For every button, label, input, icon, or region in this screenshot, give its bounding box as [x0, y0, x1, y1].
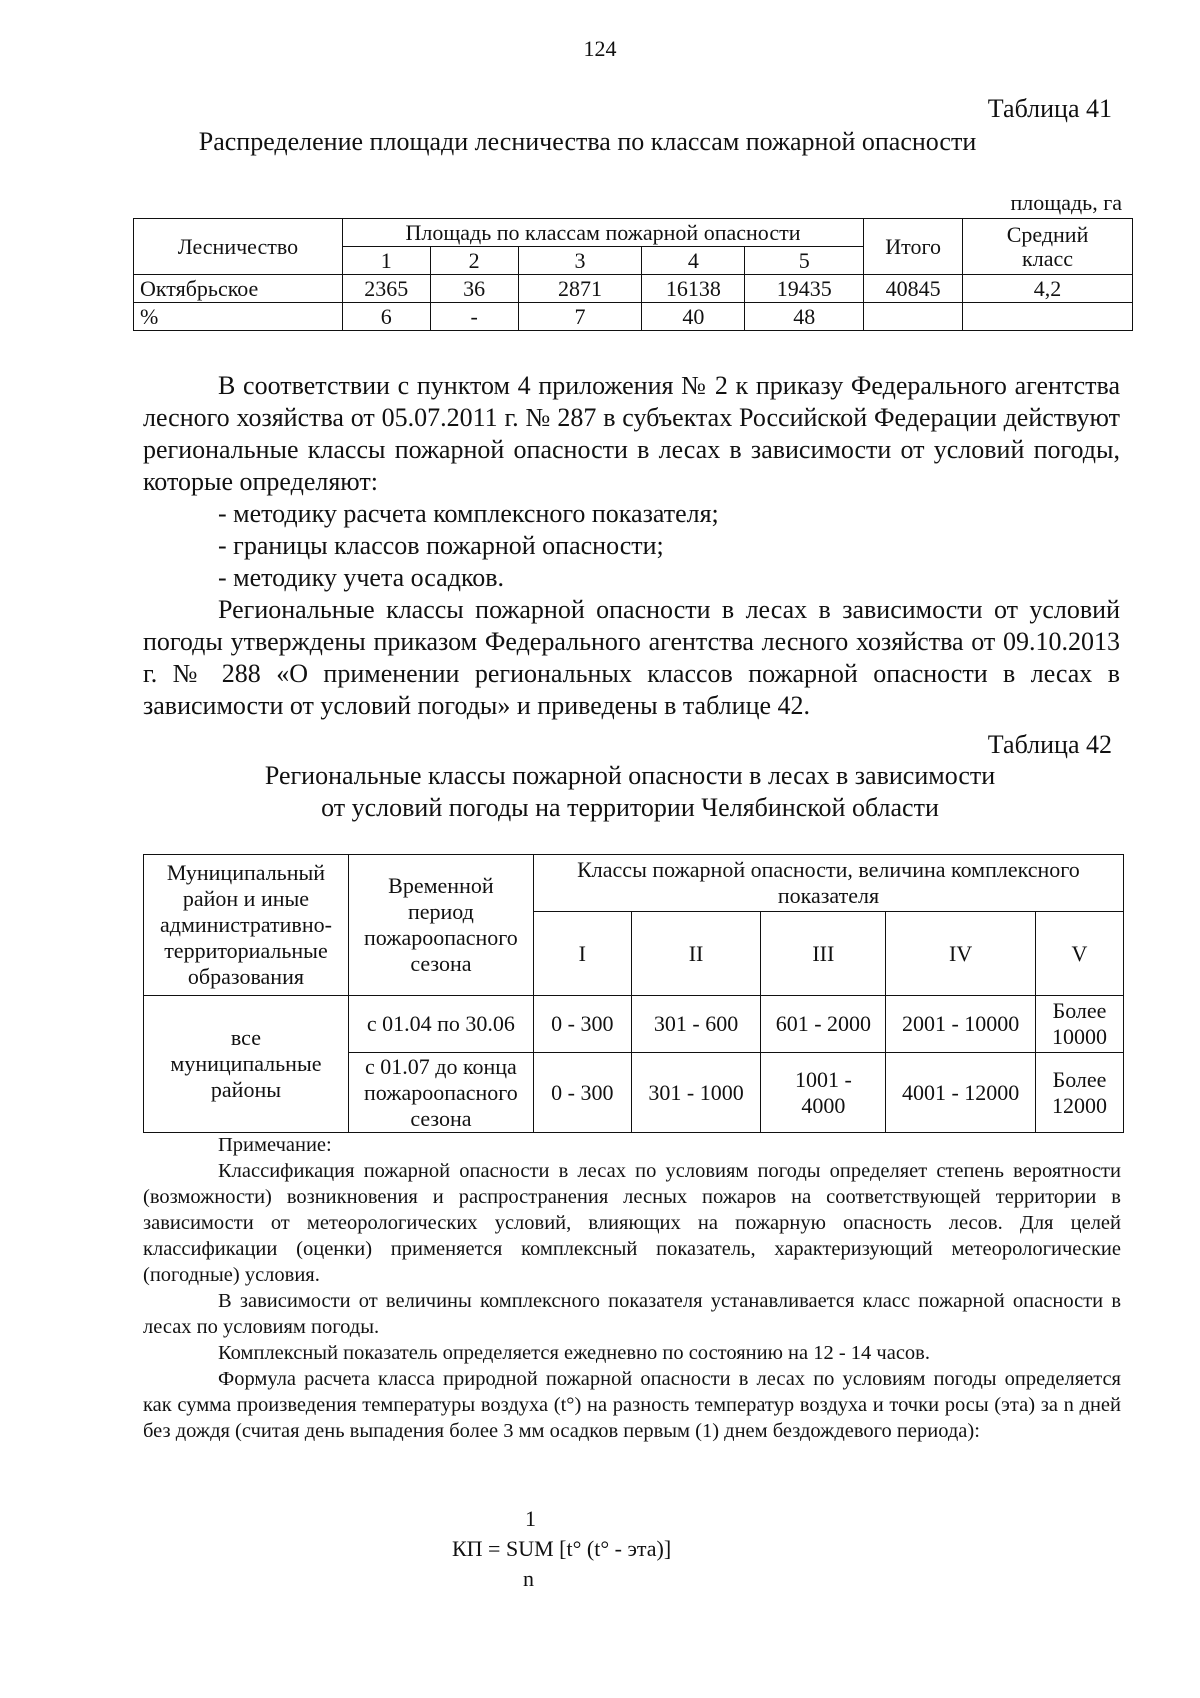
table42-title-line1: Региональные классы пожарной опасности в лесах в зависимости	[264, 761, 996, 790]
note-block	[143, 1132, 1121, 1444]
cell-value: 0 - 300	[533, 996, 631, 1053]
cell-value: 6	[342, 303, 430, 331]
header-classes-title: Классы пожарной опасности, величина комплексного показателя	[533, 855, 1123, 912]
cell-value: 2871	[518, 275, 642, 303]
header-area-by-classes: Площадь по классам пожарной опасности	[342, 219, 863, 247]
header-total: Итого	[864, 219, 963, 275]
cell-period: с 01.04 по 30.06	[348, 996, 533, 1053]
cell-value: Более 12000	[1036, 1053, 1124, 1133]
table-row	[144, 996, 1124, 1053]
table42-label: Таблица 42	[987, 730, 1112, 759]
table-row	[134, 275, 1133, 303]
note-title: Примечание:	[218, 1134, 332, 1156]
cell-value: 48	[745, 303, 864, 331]
list-item: - методику расчета комплексного показателя;	[218, 499, 719, 528]
note-paragraph: Формула расчета класса природной пожарной опасности в лесах по условиям погоды определяется как сумма произведения температуры воздуха (t°) на разность температур воздуха и точки росы (эта) за n дней без дождя (считая день выпадения более 3 мм осадков первым (1) днем бездождевого периода):	[143, 1368, 1121, 1442]
cell-value: 2365	[342, 275, 430, 303]
list-item: - методику учета осадков.	[218, 563, 505, 592]
cell-district: все муниципальные районы	[144, 996, 349, 1133]
table41	[133, 218, 1133, 331]
cell-value: 301 - 1000	[631, 1053, 761, 1133]
cell-value: 36	[430, 275, 518, 303]
cell-value: -	[430, 303, 518, 331]
header-class-2: 2	[430, 247, 518, 275]
header-class-4: 4	[642, 247, 745, 275]
cell-value: 301 - 600	[631, 996, 761, 1053]
main-text	[143, 370, 1120, 722]
cell-value: 19435	[745, 275, 864, 303]
header-class-1: 1	[342, 247, 430, 275]
page-number: 124	[583, 36, 617, 61]
note-paragraph: Классификация пожарной опасности в лесах по условиям погоды определяет степень вероятности (возможности) возникновения и распространения лесных пожаров на соответствующей территории в зависимости от метеорологических условий, влияющих на пожарную опасность лесов. Для целей классификации (оценки) применяется комплексный показатель, характеризующий метеорологические (погодные) условия.	[143, 1160, 1121, 1286]
header-class-II: II	[631, 912, 761, 996]
list-item: - границы классов пожарной опасности;	[218, 531, 664, 560]
table42	[143, 854, 1124, 1133]
paragraph-1: В соответствии с пунктом 4 приложения № 2 к приказу Федерального агентства лесного хозяйства от 05.07.2011 г. № 287 в субъектах Российской Федерации действуют региональные классы пожарной опасности в лесах в зависимости от условий погоды, которые определяют:	[143, 371, 1120, 496]
header-municipal: Муниципальный район и иные административно-территориальные образования	[144, 855, 349, 996]
cell-value: 4001 - 12000	[886, 1053, 1036, 1133]
table41-title: Распределение площади лесничества по классам пожарной опасности	[198, 127, 977, 156]
cell-avg-class: 4,2	[963, 275, 1133, 303]
cell-period: с 01.07 до конца пожароопасного сезона	[348, 1053, 533, 1133]
cell-value: 1001 - 4000	[761, 1053, 886, 1133]
header-class-5: 5	[745, 247, 864, 275]
cell-forestry: Октябрьское	[134, 275, 343, 303]
cell-forestry: %	[134, 303, 343, 331]
note-paragraph: Комплексный показатель определяется ежедневно по состоянию на 12 - 14 часов.	[218, 1342, 930, 1364]
header-class-I: I	[533, 912, 631, 996]
table-row	[134, 303, 1133, 331]
formula-denominator: n	[523, 1566, 534, 1591]
header-class-3: 3	[518, 247, 642, 275]
formula-numerator: 1	[525, 1506, 536, 1531]
table41-label: Таблица 41	[987, 94, 1112, 123]
cell-avg-class	[963, 303, 1133, 331]
note-paragraph: В зависимости от величины комплексного показателя устанавливается класс пожарной опасности в лесах по условиям погоды.	[143, 1290, 1121, 1338]
cell-value: 601 - 2000	[761, 996, 886, 1053]
table41-unit: площадь, га	[1010, 190, 1122, 215]
header-avg-class: Средний класс	[963, 219, 1133, 275]
cell-value: 0 - 300	[533, 1053, 631, 1133]
header-class-V: V	[1036, 912, 1124, 996]
table42-title-line2: от условий погоды на территории Челябинской области	[321, 793, 939, 822]
cell-value: 16138	[642, 275, 745, 303]
cell-total: 40845	[864, 275, 963, 303]
cell-value: 40	[642, 303, 745, 331]
header-period: Временной период пожароопасного сезона	[348, 855, 533, 996]
paragraph-2: Региональные классы пожарной опасности в лесах в зависимости от условий погоды утверждены приказом Федерального агентства лесного хозяйства от 09.10.2013 г. № 288 «О применении региональных классов пожарной опасности в лесах в зависимости от условий погоды» и приведены в таблице 42.	[143, 595, 1120, 720]
header-class-IV: IV	[886, 912, 1036, 996]
header-forestry: Лесничество	[134, 219, 343, 275]
header-class-III: III	[761, 912, 886, 996]
cell-value: 7	[518, 303, 642, 331]
cell-total	[864, 303, 963, 331]
cell-value: 2001 - 10000	[886, 996, 1036, 1053]
formula: КП = SUM [t° (t° - эта)]	[452, 1536, 672, 1561]
cell-value: Более 10000	[1036, 996, 1124, 1053]
